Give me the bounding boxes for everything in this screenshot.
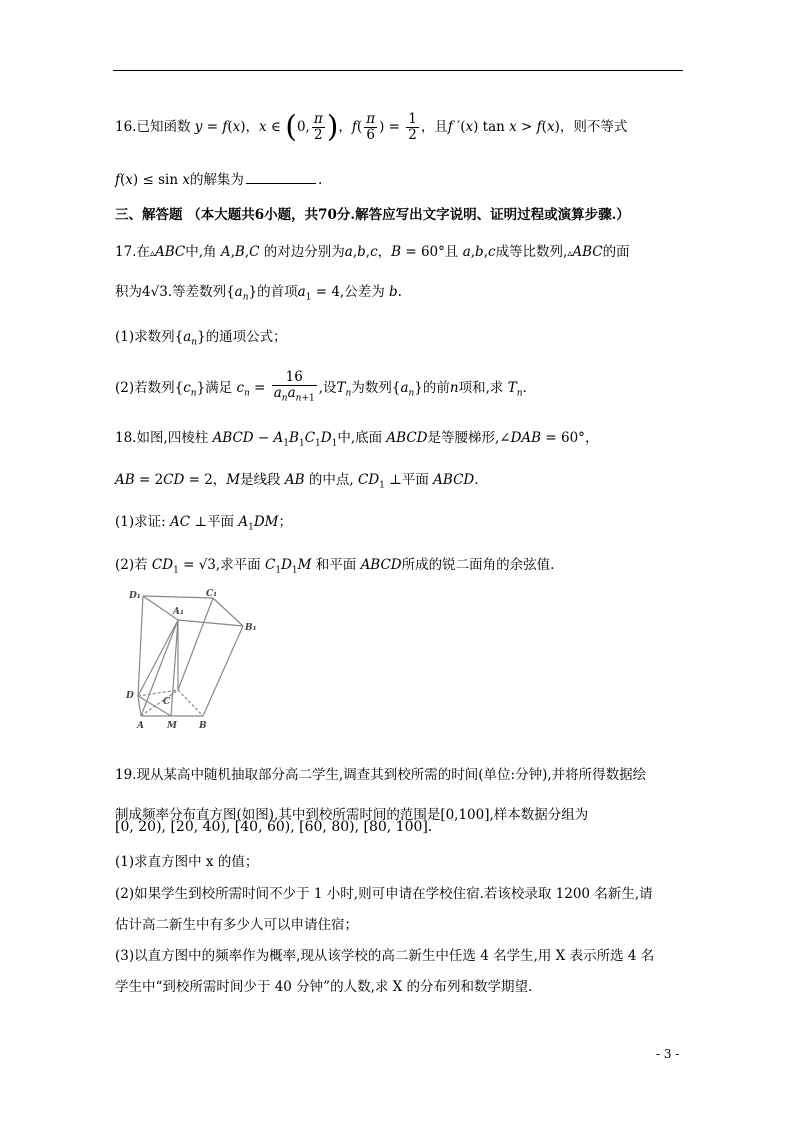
answer-blank bbox=[246, 171, 316, 184]
q19-part2-line1: (2)如果学生到校所需时间不少于 1 小时,则可申请在学校住宿.若该校录取 1200 名新生,请 bbox=[115, 886, 653, 902]
q17-part1: (1)求数列$\{a_n\}$的通项公式； bbox=[115, 329, 287, 348]
label-M: M bbox=[167, 721, 177, 731]
q17-line2: 积为4√3.等差数列$\{a_n\}$的首项$a_1 = 4$,公差为 b. bbox=[115, 284, 402, 303]
section-title: 三、解答题 （本大题共6小题，共70分.解答应写出文字说明、证明过程或演算步骤.） bbox=[115, 207, 630, 223]
header-rule bbox=[113, 70, 683, 71]
label-B: B bbox=[199, 721, 207, 731]
q18-line1: 18.如图,四棱柱 ABCD − $A_1B_1C_1D_1$中,底面 ABCD是等腰梯形,∠DAB = 60°， bbox=[115, 430, 599, 449]
q17-part2: (2)若数列$\{c_n\}$满足 $c_n$ = $\frac{16}{a_na_{n+1}}$ ,设$T_n$为数列$\{a_n\}$的前n项和,求 $T_n$. bbox=[115, 369, 527, 404]
q19-line3: [0, 20), [20, 40), [40, 60), [60, 80), [80, 100]. bbox=[115, 819, 433, 835]
page-number: - 3 - bbox=[656, 1047, 680, 1061]
q19-line2: 制成频率分布直方图(如图),其中到校所需时间的范围是[0,100],样本数据分组为 bbox=[115, 807, 589, 823]
q16-line2: f(x) ≤ sin x的解集为 . bbox=[115, 172, 323, 188]
q18-part1: (1)求证: AC ⊥平面 $A_1DM$； bbox=[115, 514, 292, 533]
label-A: A bbox=[137, 721, 144, 731]
q18-line2: AB = 2CD = 2，M是线段 AB 的中点, $CD_1$ ⊥平面 ABCD. bbox=[115, 472, 479, 491]
q19-part1: (1)求直方图中 x 的值； bbox=[115, 854, 259, 870]
label-C: C bbox=[163, 697, 171, 707]
label-A1: A₁ bbox=[173, 607, 184, 617]
label-D: D bbox=[126, 691, 134, 701]
prism-figure bbox=[123, 588, 258, 733]
label-D1: D₁ bbox=[129, 591, 141, 601]
q18-part2: (2)若 $CD_1 = √3$,求平面 $C_1D_1M$ 和平面 ABCD所成的锐二面角的余弦值. bbox=[115, 557, 555, 576]
q19-part3-line1: (3)以直方图中的频率作为概率,现从该学校的高二新生中任选 4 名学生,用 X 表示所选 4 名 bbox=[115, 948, 655, 964]
label-B1: B₁ bbox=[245, 623, 257, 633]
q16-line1: 16.已知函数 y = f(x)，x ∈ (0, $\frac{\pi}{2}$ )，f( $\frac{\pi}{6}$ ) = $\frac{1}{2}$ ，且f ′(x) tan x > f(x)，则不等式 bbox=[115, 109, 628, 145]
label-C1: C₁ bbox=[206, 589, 218, 599]
q19-part3-line2: 学生中“到校所需时间少于 40 分钟”的人数,求 X 的分布列和数学期望. bbox=[115, 979, 533, 995]
q19-part2-line2: 估计高二新生中有多少人可以申请住宿； bbox=[115, 917, 358, 933]
q19-line1: 19.现从某高中随机抽取部分高二学生,调查其到校所需的时间(单位:分钟),并将所得数据绘 bbox=[115, 767, 647, 783]
q17-line1: 17.在▵ABC中,角 A,B,C 的对边分别为a,b,c，B = 60°且 a,b,c成等比数列,▵ABC的面 bbox=[115, 244, 630, 260]
